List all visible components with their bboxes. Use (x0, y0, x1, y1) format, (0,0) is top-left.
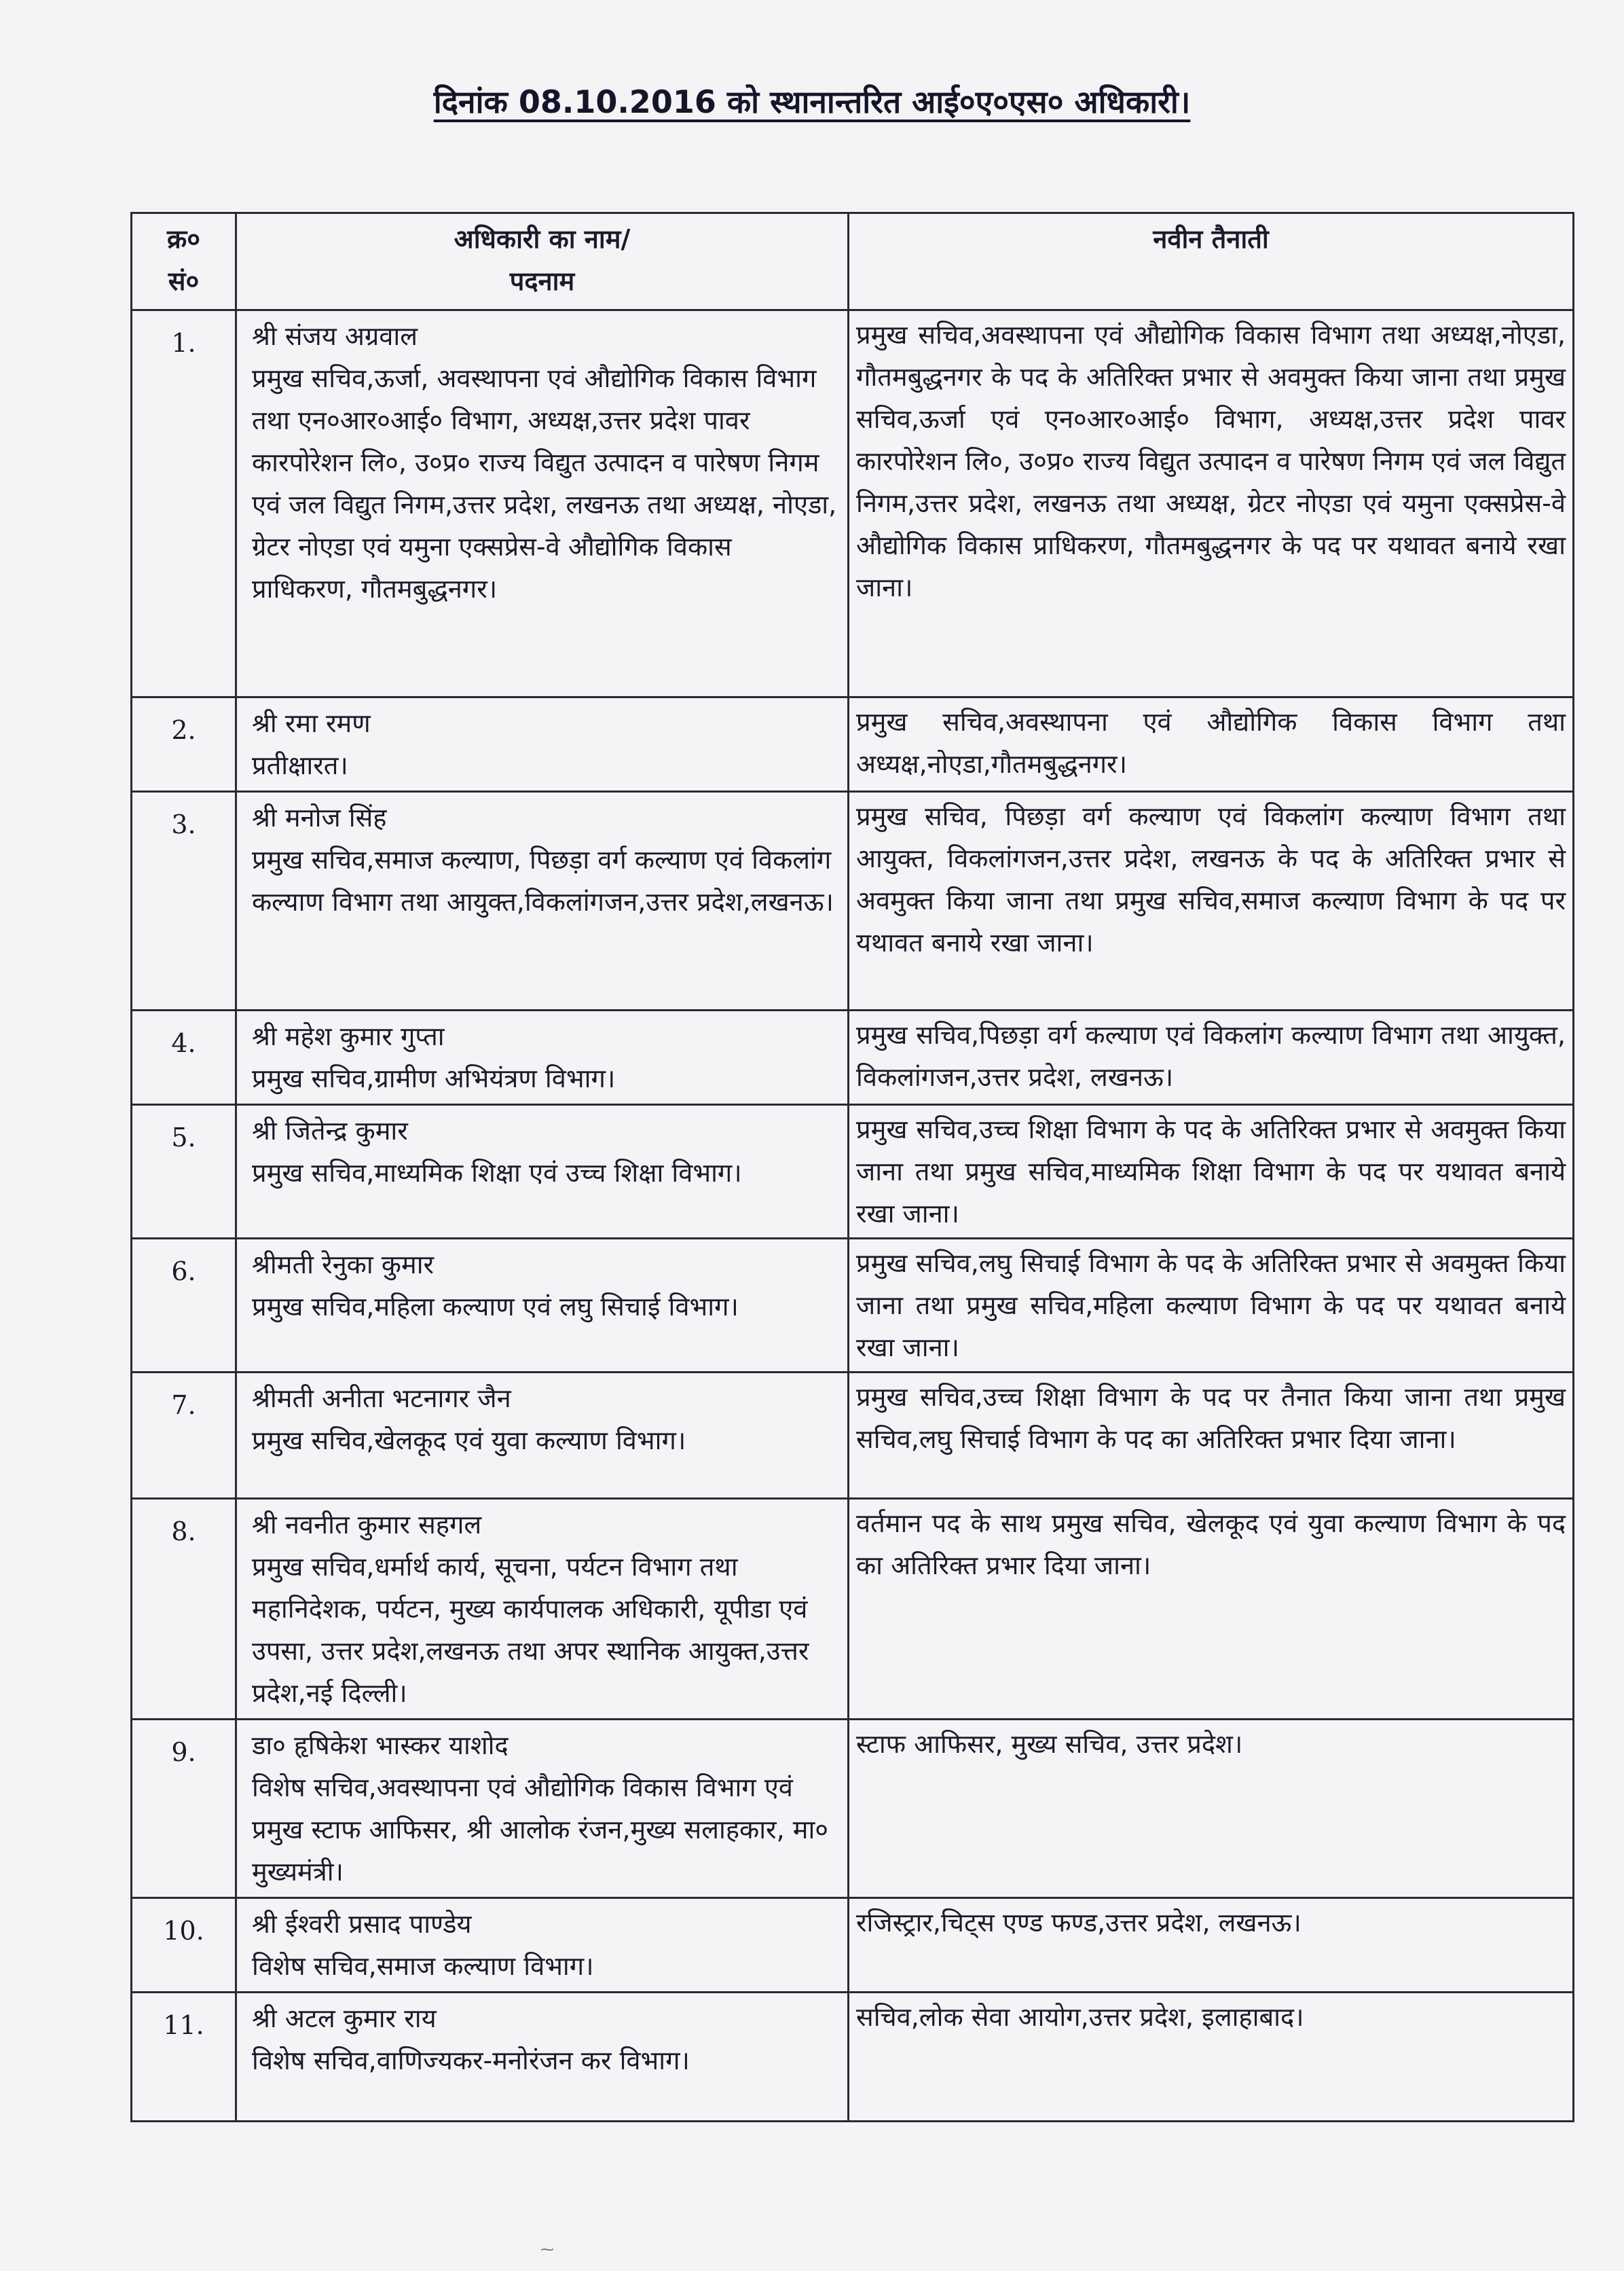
officer-cell (236, 1011, 849, 1105)
officer-header-line2: पदनाम (509, 266, 575, 296)
serial-number: 5. (132, 1105, 236, 1239)
officer-name: श्री महेश कुमार गुप्ता (252, 1021, 445, 1051)
new-posting: रजिस्ट्रार,चिट्स एण्ड फण्ड,उत्तर प्रदेश, लखनऊ। (849, 1898, 1574, 1993)
serial-number: 3. (132, 792, 236, 1011)
officer-name: श्री जितेन्द्र कुमार (252, 1116, 408, 1146)
officer-name: श्री रमा रमण (252, 708, 371, 738)
table-row (132, 1239, 1574, 1373)
new-posting: प्रमुख सचिव,अवस्थापना एवं औद्योगिक विकास विभाग तथा अध्यक्ष,नोएडा, गौतमबुद्धनगर के पद के अतिरिक्त प्रभार से अवमुक्त किया जाना तथा प्रमुख सचिव,ऊर्जा एवं एन०आर०आई० विभाग, अध्यक्ष,उत्तर प्रदेश पावर कारपोरेशन लि०, उ०प्र० राज्य विद्युत उत्पादन व पारेषण निगम एवं जल विद्युत निगम,उत्तर प्रदेश, लखनऊ तथा अध्यक्ष, ग्रेटर नोएडा एवं यमुना एक्सप्रेस-वे औद्योगिक विकास प्राधिकरण, गौतमबुद्धनगर के पद पर यथावत बनाये रखा जाना। (849, 310, 1574, 697)
officer-designation: विशेष सचिव,अवस्थापना एवं औद्योगिक विकास विभाग एवं प्रमुख स्टाफ आफिसर, श्री आलोक रंजन,मुख्य सलाहकार, मा० मुख्यमंत्री। (252, 1773, 829, 1887)
officer-name: श्री नवनीत कुमार सहगल (252, 1510, 482, 1540)
officer-cell (236, 1373, 849, 1499)
table-row (132, 1011, 1574, 1105)
new-posting: प्रमुख सचिव,उच्च शिक्षा विभाग के पद के अतिरिक्त प्रभार से अवमुक्त किया जाना तथा प्रमुख सचिव,माध्यमिक शिक्षा विभाग के पद पर यथावत बनाये रखा जाना। (849, 1105, 1574, 1239)
officer-designation: प्रमुख सचिव,धर्मार्थ कार्य, सूचना, पर्यटन विभाग तथा महानिदेशक, पर्यटन, मुख्य कार्यपालक अधिकारी, यूपीडा एवं उपसा, उत्तर प्रदेश,लखनऊ तथा अपर स्थानिक आयुक्त,उत्तर प्रदेश,नई दिल्ली। (252, 1552, 809, 1708)
officer-designation: प्रमुख सचिव,खेलकूद एवं युवा कल्याण विभाग। (252, 1425, 686, 1455)
new-posting: वर्तमान पद के साथ प्रमुख सचिव, खेलकूद एवं युवा कल्याण विभाग के पद का अतिरिक्त प्रभार दिया जाना। (849, 1499, 1574, 1720)
officer-name: श्रीमती रेनुका कुमार (252, 1250, 435, 1279)
serial-number: 8. (132, 1499, 236, 1720)
new-posting: सचिव,लोक सेवा आयोग,उत्तर प्रदेश, इलाहाबाद। (849, 1993, 1574, 2122)
table-row (132, 792, 1574, 1011)
table-row (132, 697, 1574, 792)
serial-number: 4. (132, 1011, 236, 1105)
officer-header-line1: अधिकारी का नाम/ (454, 224, 631, 254)
serial-number: 1. (132, 310, 236, 697)
new-posting: प्रमुख सचिव,लघु सिचाई विभाग के पद के अतिरिक्त प्रभार से अवमुक्त किया जाना तथा प्रमुख सचिव,महिला कल्याण विभाग के पद पर यथावत बनाये रखा जाना। (849, 1239, 1574, 1373)
officer-header (236, 213, 849, 310)
officer-cell (236, 1499, 849, 1720)
posting-header (849, 213, 1574, 310)
serial-header-line2: सं० (168, 266, 200, 296)
new-posting: प्रमुख सचिव,पिछड़ा वर्ग कल्याण एवं विकलांग कल्याण विभाग तथा आयुक्त, विकलांगजन,उत्तर प्रदेश, लखनऊ। (849, 1011, 1574, 1105)
new-posting: स्टाफ आफिसर, मुख्य सचिव, उत्तर प्रदेश। (849, 1720, 1574, 1898)
officer-designation: प्रमुख सचिव,ग्रामीण अभियंत्रण विभाग। (252, 1064, 616, 1093)
table-row (132, 1720, 1574, 1898)
officer-designation: प्रमुख सचिव,माध्यमिक शिक्षा एवं उच्च शिक्षा विभाग। (252, 1158, 742, 1188)
officer-cell (236, 1720, 849, 1898)
serial-number: 2. (132, 697, 236, 792)
officer-cell (236, 1239, 849, 1373)
new-posting: प्रमुख सचिव,उच्च शिक्षा विभाग के पद पर तैनात किया जाना तथा प्रमुख सचिव,लघु सिचाई विभाग के पद का अतिरिक्त प्रभार दिया जाना। (849, 1373, 1574, 1499)
table-row (132, 310, 1574, 697)
officer-name: श्री संजय अग्रवाल (252, 321, 418, 351)
officer-name: श्री ईश्वरी प्रसाद पाण्डेय (252, 1909, 472, 1939)
table-row (132, 1898, 1574, 1993)
officer-cell (236, 697, 849, 792)
serial-number: 6. (132, 1239, 236, 1373)
officer-name: डा० हृषिकेश भास्कर याशोद (252, 1730, 509, 1760)
table-row (132, 1499, 1574, 1720)
table-row (132, 1993, 1574, 2122)
page-title: दिनांक 08.10.2016 को स्थानान्तरित आई०ए०एस० अधिकारी। (433, 84, 1191, 120)
serial-header-line1: क्र० (167, 224, 200, 254)
officer-designation: प्रमुख सचिव,महिला कल्याण एवं लघु सिचाई विभाग। (252, 1292, 739, 1322)
table-header-row (132, 213, 1574, 310)
posting-header-text: नवीन तैनाती (1153, 224, 1269, 254)
serial-number: 10. (132, 1898, 236, 1993)
table-row (132, 1105, 1574, 1239)
serial-number: 7. (132, 1373, 236, 1499)
officer-cell (236, 1105, 849, 1239)
new-posting: प्रमुख सचिव,अवस्थापना एवं औद्योगिक विकास विभाग तथा अध्यक्ष,नोएडा,गौतमबुद्धनगर। (849, 697, 1574, 792)
officer-cell (236, 310, 849, 697)
officer-designation: विशेष सचिव,वाणिज्यकर-मनोरंजन कर विभाग। (252, 2046, 690, 2075)
serial-number-header (132, 213, 236, 310)
officer-designation: प्रमुख सचिव,ऊर्जा, अवस्थापना एवं औद्योगिक विकास विभाग तथा एन०आर०आई० विभाग, अध्यक्ष,उत्तर प्रदेश पावर कारपोरेशन लि०, उ०प्र० राज्य विद्युत उत्पादन व पारेषण निगम एवं जल विद्युत निगम,उत्तर प्रदेश, लखनऊ तथा अध्यक्ष, नोएडा, ग्रेटर नोएडा एवं यमुना एक्सप्रेस-वे औद्योगिक विकास प्राधिकरण, गौतमबुद्धनगर। (252, 363, 837, 604)
officer-name: श्री मनोज सिंह (252, 803, 387, 833)
officer-designation: प्रमुख सचिव,समाज कल्याण, पिछड़ा वर्ग कल्याण एवं विकलांग कल्याण विभाग तथा आयुक्त,विकलांगजन,उत्तर प्रदेश,लखनऊ। (252, 845, 834, 917)
serial-number: 9. (132, 1720, 236, 1898)
table-row (132, 1373, 1574, 1499)
officer-cell (236, 1898, 849, 1993)
officer-designation: विशेष सचिव,समाज कल्याण विभाग। (252, 1951, 594, 1981)
officer-name: श्रीमती अनीता भटनागर जैन (252, 1383, 511, 1413)
officer-designation: प्रतीक्षारत। (252, 750, 348, 780)
transfer-table (130, 212, 1574, 2122)
officer-cell (236, 1993, 849, 2122)
officer-cell (236, 792, 849, 1011)
officer-name: श्री अटल कुमार राय (252, 2003, 437, 2033)
new-posting: प्रमुख सचिव, पिछड़ा वर्ग कल्याण एवं विकलांग कल्याण विभाग तथा आयुक्त, विकलांगजन,उत्तर प्रदेश, लखनऊ के पद के अतिरिक्त प्रभार से अवमुक्त किया जाना तथा प्रमुख सचिव,समाज कल्याण विभाग के पद पर यथावत बनाये रखा जाना। (849, 792, 1574, 1011)
serial-number: 11. (132, 1993, 236, 2122)
page-mark: ⁓ (540, 2241, 554, 2257)
